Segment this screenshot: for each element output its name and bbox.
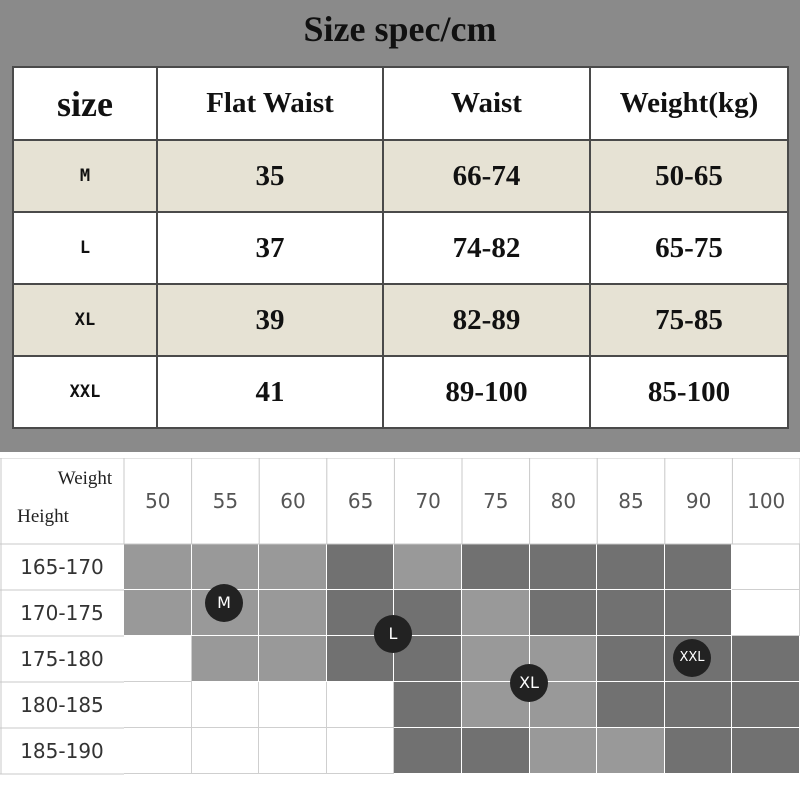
chart-cell	[259, 544, 327, 590]
waist-cell: 66-74	[383, 140, 590, 212]
weight-label: 65	[347, 489, 374, 513]
chart-cell	[259, 682, 327, 728]
chart-cell	[462, 544, 530, 590]
waist-cell: 74-82	[383, 212, 590, 284]
size-badge-l: L	[374, 615, 412, 653]
chart-cell	[597, 728, 665, 774]
weight-cell: 75-85	[590, 284, 788, 356]
chart-cell	[327, 728, 395, 774]
height-label: 180-185	[20, 693, 104, 717]
chart-cell	[259, 728, 327, 774]
flat-waist-cell: 39	[157, 284, 383, 356]
size-cell: XXL	[13, 356, 157, 428]
chart-cell	[665, 544, 733, 590]
chart-cell	[597, 636, 665, 682]
chart-cell	[394, 544, 462, 590]
weight-label: 85	[618, 489, 644, 513]
weight-label: 60	[280, 489, 306, 513]
chart-cell	[124, 544, 192, 590]
size-spec-table	[12, 66, 789, 429]
chart-cell	[327, 682, 395, 728]
flat-waist-cell: 35	[157, 140, 383, 212]
height-weight-size-chart	[0, 458, 800, 803]
spec-row-l	[13, 212, 788, 284]
weight-label: 90	[685, 489, 712, 513]
chart-cell	[394, 728, 462, 774]
waist-cell: 82-89	[383, 284, 590, 356]
waist-cell: 89-100	[383, 356, 590, 428]
chart-cell	[665, 728, 733, 774]
chart-cell	[530, 728, 598, 774]
size-badge-m: M	[205, 584, 243, 622]
chart-cell	[327, 544, 395, 590]
chart-cell	[192, 682, 260, 728]
header-flat-waist: Flat Waist	[157, 67, 383, 140]
chart-cell	[124, 636, 192, 682]
corner-weight-label: Weight	[57, 468, 113, 489]
chart-cell	[124, 728, 192, 774]
chart-cell	[732, 544, 800, 590]
weight-cell: 85-100	[590, 356, 788, 428]
chart-cell	[530, 544, 598, 590]
header-weight: Weight(kg)	[590, 67, 788, 140]
flat-waist-cell: 37	[157, 212, 383, 284]
height-label: 185-190	[20, 739, 104, 763]
chart-cell	[259, 636, 327, 682]
header-size: size	[13, 67, 157, 140]
spec-row-xl	[13, 284, 788, 356]
height-label: 175-180	[20, 647, 104, 671]
chart-cell	[732, 636, 800, 682]
size-cell: XL	[13, 284, 157, 356]
weight-label: 75	[483, 489, 509, 513]
weight-label: 70	[415, 489, 441, 513]
chart-cell	[124, 682, 192, 728]
weight-label: 80	[550, 489, 577, 513]
spec-row-m	[13, 140, 788, 212]
weight-label: 100	[747, 489, 786, 513]
chart-cell	[732, 682, 800, 728]
size-badge-xxl: XXL	[673, 639, 711, 677]
weight-label: 50	[145, 489, 171, 513]
size-cell: M	[13, 140, 157, 212]
chart-cell	[192, 728, 260, 774]
chart-cell	[732, 728, 800, 774]
header-waist: Waist	[383, 67, 590, 140]
size-cell: L	[13, 212, 157, 284]
page-title: Size spec/cm	[303, 9, 497, 49]
chart-cell	[394, 682, 462, 728]
height-label: 170-175	[20, 601, 104, 625]
chart-cell	[259, 590, 327, 636]
size-badge-xl: XL	[510, 664, 548, 702]
height-label: 165-170	[20, 555, 104, 579]
flat-waist-cell: 41	[157, 356, 383, 428]
chart-cell	[462, 728, 530, 774]
chart-cell	[665, 682, 733, 728]
corner-height-label: Height	[17, 506, 69, 527]
spec-header-row	[13, 67, 788, 140]
chart-cell	[192, 636, 260, 682]
chart-cell	[597, 544, 665, 590]
weight-label: 55	[212, 489, 239, 513]
chart-cell	[462, 590, 530, 636]
chart-cell	[597, 682, 665, 728]
chart-cell	[597, 590, 665, 636]
weight-cell: 65-75	[590, 212, 788, 284]
weight-cell: 50-65	[590, 140, 788, 212]
chart-cell	[124, 590, 192, 636]
chart-cell	[665, 590, 733, 636]
spec-row-xxl	[13, 356, 788, 428]
chart-cell	[530, 590, 598, 636]
chart-cell	[732, 590, 800, 636]
